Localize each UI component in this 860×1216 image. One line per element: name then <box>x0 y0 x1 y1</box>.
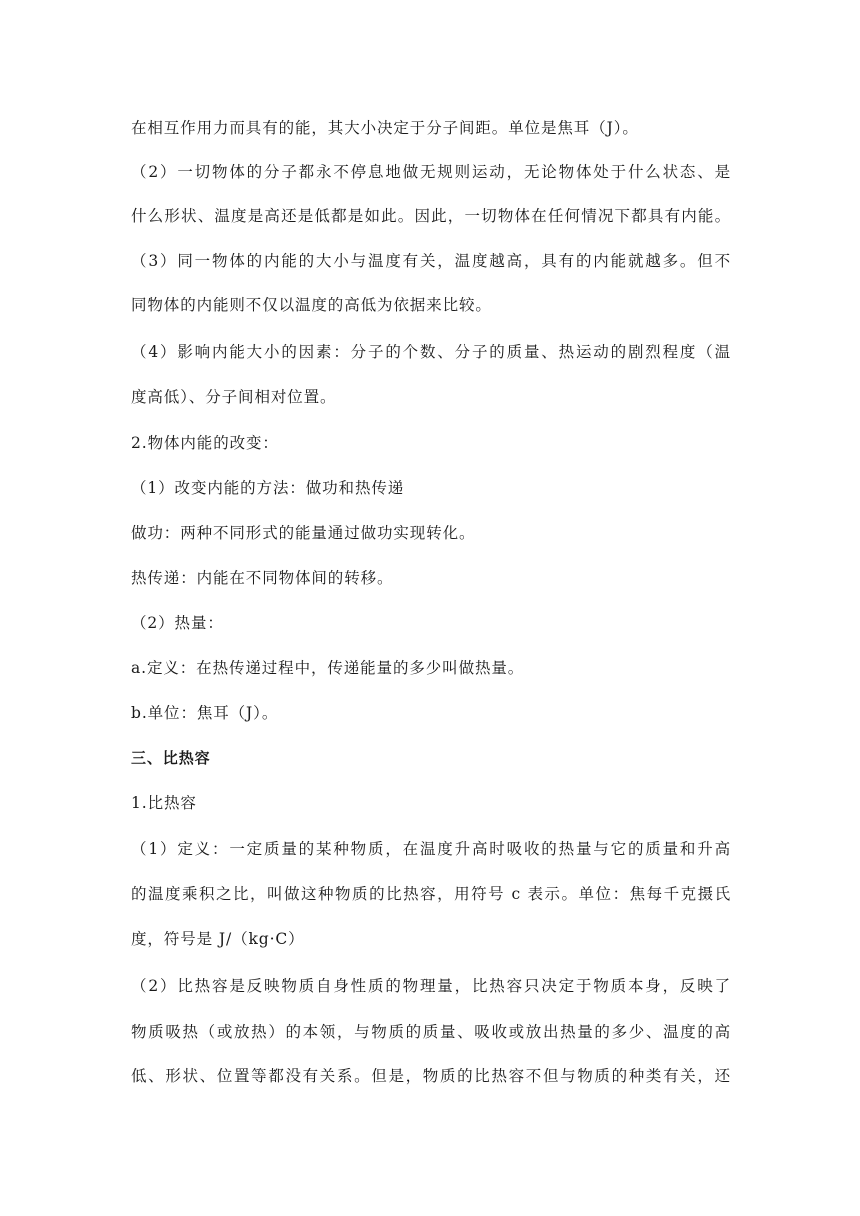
paragraph-line: 的温度乘积之比，叫做这种物质的比热容，用符号 c 表示。单位：焦每千克摄氏 <box>131 885 731 903</box>
paragraph-line: （3）同一物体的内能的大小与温度有关，温度越高，具有的内能就越多。但不 <box>131 252 731 270</box>
paragraph-line: 热传递：内能在不同物体间的转移。 <box>131 569 394 587</box>
paragraph-line: （4）影响内能大小的因素：分子的个数、分子的质量、热运动的剧烈程度（温 <box>131 343 731 361</box>
section-subheading: 1.比热容 <box>131 794 197 812</box>
section-subheading: 2.物体内能的改变： <box>131 434 279 452</box>
section-heading: 三、比热容 <box>131 749 211 767</box>
paragraph-line: 物质吸热（或放热）的本领，与物质的质量、吸收或放出热量的多少、温度的高 <box>131 1023 731 1041</box>
paragraph-line: （1）定义：一定质量的某种物质，在温度升高时吸收的热量与它的质量和升高 <box>131 840 731 858</box>
paragraph-line: （2）一切物体的分子都永不停息地做无规则运动，无论物体处于什么状态、是 <box>131 163 731 181</box>
paragraph-line: （2）热量： <box>131 614 224 632</box>
paragraph-line: 什么形状、温度是高还是低都是如此。因此，一切物体在任何情况下都具有内能。 <box>131 207 731 225</box>
paragraph-line: 同物体的内能则不仅以温度的高低为依据来比较。 <box>131 296 492 314</box>
paragraph-line: 低、形状、位置等都没有关系。但是，物质的比热容不但与物质的种类有关，还 <box>131 1067 731 1085</box>
paragraph-line: a.定义：在热传递过程中，传递能量的多少叫做热量。 <box>131 659 525 677</box>
paragraph-line: （2）比热容是反映物质自身性质的物理量，比热容只决定于物质本身，反映了 <box>131 977 731 995</box>
paragraph-line: 度高低）、分子间相对位置。 <box>131 388 337 406</box>
paragraph-line: 在相互作用力而具有的能，其大小决定于分子间距。单位是焦耳（J）。 <box>131 119 639 137</box>
paragraph-line: b.单位：焦耳（J）。 <box>131 704 279 722</box>
paragraph-line: 度，符号是 J/（kg·C） <box>131 930 305 948</box>
paragraph-line: （1）改变内能的方法：做功和热传递 <box>131 479 405 497</box>
paragraph-line: 做功：两种不同形式的能量通过做功实现转化。 <box>131 524 476 542</box>
